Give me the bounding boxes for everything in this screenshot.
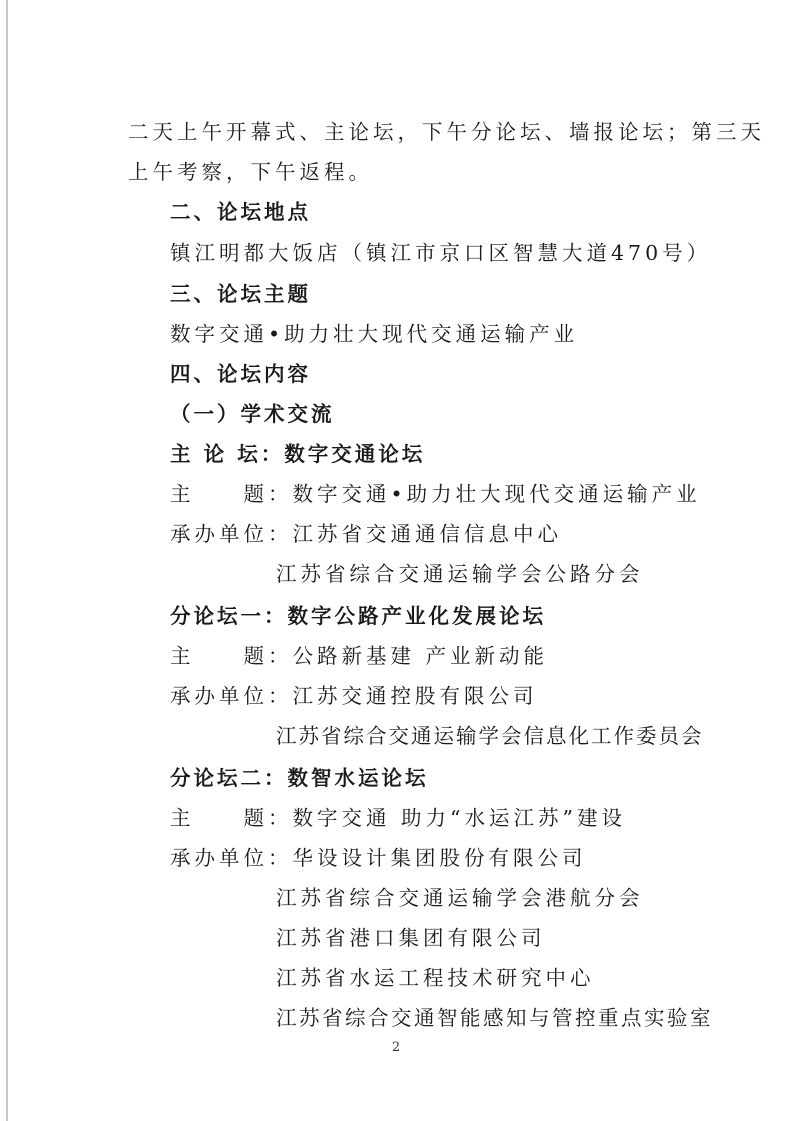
- forum-2-host-5: 江苏省综合交通智能感知与管控重点实验室: [276, 1006, 713, 1030]
- main-forum-row: [170, 441, 425, 467]
- forum-1-host-row: [170, 683, 538, 709]
- forum-2-row: [170, 765, 429, 791]
- main-forum-host-row: [170, 521, 562, 547]
- forum-2-title: 数智水运论坛: [287, 766, 429, 790]
- main-forum-host-2: 江苏省综合交通运输学会公路分会: [276, 562, 644, 586]
- section-2-text: 镇江明都大饭店（镇江市京口区智慧大道470号）: [170, 241, 712, 265]
- main-forum-label: 主 论 坛：: [170, 442, 285, 466]
- forum-1-host-1: 江苏交通控股有限公司: [292, 684, 538, 708]
- forum-2-theme-label: 主 题：: [170, 806, 293, 830]
- forum-2-host-1: 华设设计集团股份有限公司: [292, 846, 587, 870]
- forum-1-host-2: 江苏省综合交通运输学会信息化工作委员会: [276, 724, 704, 748]
- forum-2-host-4: 江苏省水运工程技术研究中心: [276, 966, 595, 990]
- main-forum-theme-row: [170, 481, 701, 507]
- forum-1-theme-label: 主 题：: [170, 644, 293, 668]
- main-forum-theme-label: 主 题：: [170, 482, 293, 506]
- forum-1-theme: 公路新基建 产业新动能: [292, 644, 549, 668]
- forum-2-host-label: 承办单位：: [170, 846, 293, 870]
- main-forum-theme: 数字交通•助力壮大现代交通运输产业: [292, 482, 701, 506]
- forum-1-label: 分论坛一：: [170, 604, 288, 628]
- forum-1-title: 数字公路产业化发展论坛: [287, 604, 546, 628]
- forum-2-host-3: 江苏省港口集团有限公司: [276, 926, 546, 950]
- intro-line-2: 上午考察，下午返程。: [128, 160, 373, 184]
- page-number: 2: [391, 1040, 401, 1055]
- section-2-heading: 二、论坛地点: [170, 200, 311, 224]
- forum-2-host-2: 江苏省综合交通运输学会港航分会: [276, 886, 644, 910]
- forum-1-row: [170, 603, 546, 629]
- section-4-sub-1: （一）学术交流: [170, 402, 335, 426]
- page-edge-line: [6, 0, 8, 1121]
- forum-2-theme: 数字交通 助力“水运江苏”建设: [292, 806, 626, 830]
- forum-1-theme-row: [170, 643, 548, 669]
- intro-line-1: 二天上午开幕式、主论坛，下午分论坛、墙报论坛；第三天: [128, 120, 765, 144]
- main-forum-host-label: 承办单位：: [170, 522, 293, 546]
- forum-2-host-row: [170, 845, 587, 871]
- forum-1-host-label: 承办单位：: [170, 684, 293, 708]
- section-3-text: 数字交通•助力壮大现代交通运输产业: [170, 322, 579, 346]
- forum-2-theme-row: [170, 805, 626, 831]
- main-forum-host-1: 江苏省交通通信信息中心: [292, 522, 562, 546]
- section-4-heading: 四、论坛内容: [170, 362, 311, 386]
- forum-2-label: 分论坛二：: [170, 766, 288, 790]
- main-forum-title: 数字交通论坛: [284, 442, 426, 466]
- section-3-heading: 三、论坛主题: [170, 282, 311, 306]
